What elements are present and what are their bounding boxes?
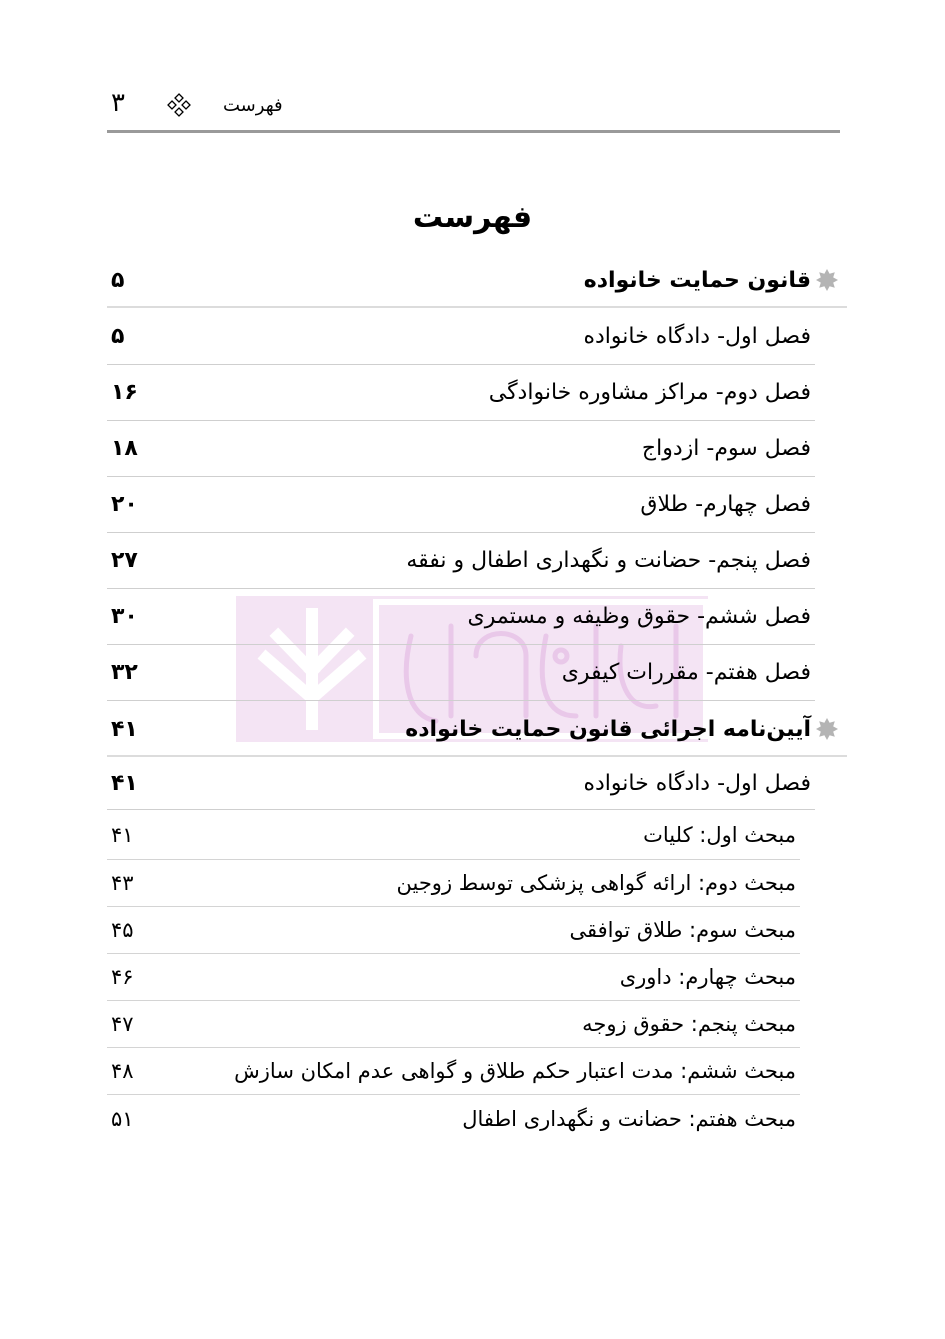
toc-part-label: قانون حمایت خانواده (583, 267, 811, 293)
toc-section-row[interactable] (107, 1048, 800, 1095)
toc-section-label: مبحث ششم: مدت اعتبار حکم طلاق و گواهی عدم امکان سازش (234, 1059, 796, 1083)
toc-section-row[interactable] (107, 1001, 800, 1048)
page-title: فهرست (412, 200, 533, 235)
toc-page-number: ۳۰ (111, 604, 138, 629)
toc-chapter-label: فصل پنجم- حضانت و نگهداری اطفال و نفقه (406, 548, 811, 573)
toc-part-label: آیین‌نامه اجرائی قانون حمایت خانواده (405, 716, 811, 742)
toc-page-number: ۲۰ (111, 492, 138, 517)
toc-section-row[interactable] (107, 907, 800, 954)
toc-section-row[interactable] (107, 954, 800, 1001)
octagram-bullet-icon (815, 268, 839, 292)
toc-section-label: مبحث هفتم: حضانت و نگهداری اطفال (462, 1106, 796, 1131)
toc-chapter-label: فصل اول- دادگاه خانواده (583, 771, 811, 796)
toc-page-number: ۴۷ (111, 1012, 134, 1036)
toc-chapter-row[interactable] (107, 533, 815, 589)
toc-page-number: ۴۱ (111, 771, 138, 796)
toc-section-row[interactable] (107, 811, 800, 860)
toc-page-number: ۲۷ (111, 548, 138, 573)
toc-page-number: ۴۳ (111, 871, 134, 895)
toc-page-number: ۴۸ (111, 1059, 134, 1083)
toc-page-number: ۴۱ (111, 716, 138, 742)
toc-section-label: مبحث دوم: ارائه گواهی پزشکی توسط زوجین (396, 871, 796, 895)
toc-chapter-label: فصل اول- دادگاه خانواده (583, 324, 811, 349)
toc-chapter-row[interactable] (107, 645, 815, 701)
toc-part-row[interactable] (107, 254, 847, 308)
toc-page-number: ۵۱ (111, 1106, 134, 1131)
toc-page-number: ۱۶ (111, 380, 138, 405)
toc-chapter-row[interactable] (107, 477, 815, 533)
toc-chapter-label: فصل چهارم- طلاق (640, 492, 811, 517)
toc-chapter-row[interactable] (107, 365, 815, 421)
toc-chapter-label: فصل ششم- حقوق وظیفه و مستمری (467, 604, 811, 629)
toc-chapter-label: فصل دوم- مراکز مشاوره خانوادگی (488, 380, 811, 405)
toc-section-label: مبحث پنجم: حقوق زوجه (582, 1012, 796, 1036)
toc-chapter-row[interactable] (107, 309, 815, 365)
header-title: فهرست (223, 95, 283, 116)
toc-page-number: ۵ (111, 267, 125, 293)
header-page-number: ۳ (111, 88, 125, 118)
toc-section-label: مبحث سوم: طلاق توافقی (569, 918, 796, 942)
toc-section-row[interactable] (107, 1095, 800, 1142)
toc-section-row[interactable] (107, 860, 800, 907)
toc-page-number: ۴۵ (111, 918, 134, 942)
toc-chapter-row[interactable] (107, 421, 815, 477)
toc-page-number: ۳۲ (111, 660, 138, 685)
toc-chapter-label: فصل سوم- ازدواج (641, 436, 811, 461)
toc-chapter-label: فصل هفتم- مقررات کیفری (561, 660, 811, 685)
toc-part-row[interactable] (107, 703, 847, 757)
toc-chapter-row[interactable] (107, 758, 815, 810)
octagram-bullet-icon (815, 717, 839, 741)
toc-section-label: مبحث چهارم: داوری (619, 965, 796, 989)
toc-chapter-row[interactable] (107, 589, 815, 645)
toc-page-number: ۴۶ (111, 965, 134, 989)
toc-page-number: ۵ (111, 324, 125, 349)
toc-page-number: ۱۸ (111, 436, 138, 461)
toc-section-label: مبحث اول: کلیات (643, 823, 796, 847)
toc-page-number: ۴۱ (111, 823, 134, 847)
